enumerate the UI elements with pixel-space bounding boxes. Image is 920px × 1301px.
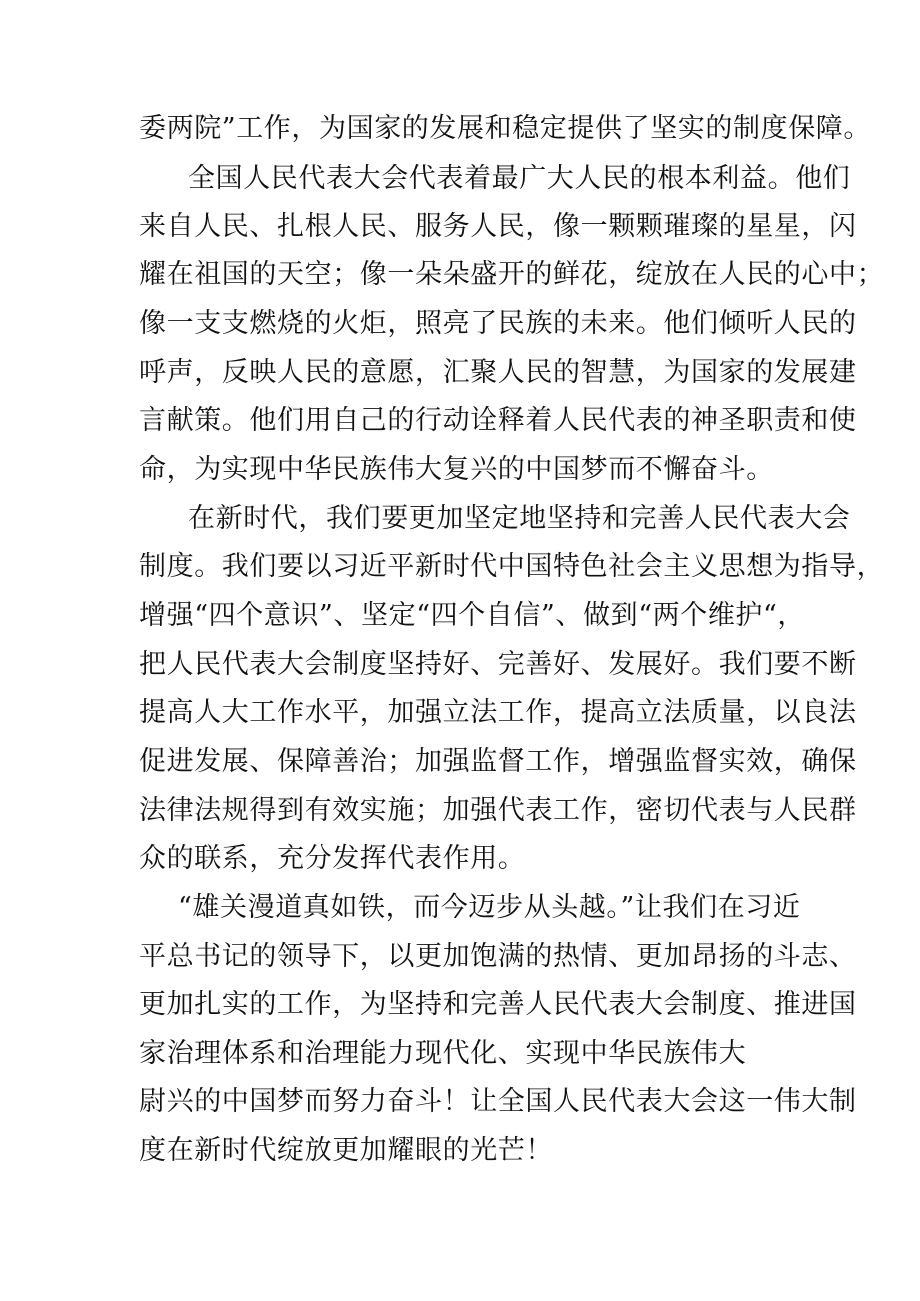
text-line: “雄关漫道真如铁，而今迈步从头越。”让我们在习近 <box>178 892 801 923</box>
text-line: 众的联系，充分发挥代表作用。 <box>139 843 526 874</box>
text-line: 命，为实现中华民族伟大复兴的中国梦而不懈奋斗。 <box>139 454 774 485</box>
text-line: 法律法规得到有效实施；加强代表工作，密切代表与人民群 <box>139 795 857 826</box>
text-line: 委两院”工作，为国家的发展和稳定提供了坚实的制度保障。 <box>139 113 872 144</box>
text-line: 增强“四个意识”、坚定“四个自信”、做到“两个维护“， <box>139 600 806 631</box>
text-line: 尉兴的中国梦而努力奋斗！让全国人民代表大会这一伟大制 <box>139 1086 857 1117</box>
text-line: 全国人民代表大会代表着最广大人民的根本利益。他们 <box>188 163 851 194</box>
text-line: 促进发展、保障善治；加强监督工作，增强监督实效，确保 <box>139 746 857 777</box>
text-line: 把人民代表大会制度坚持好、完善好、发展好。我们要不断 <box>139 649 857 680</box>
text-line: 制度。我们要以习近平新时代中国特色社会主义思想为指导， <box>139 551 885 582</box>
text-line: 在新时代，我们要更加坚定地坚持和完善人民代表大会 <box>188 503 851 534</box>
text-line: 提高人大工作水平，加强立法工作，提高立法质量，以良法 <box>139 697 857 728</box>
text-line: 言献策。他们用自己的行动诠释着人民代表的神圣职责和使 <box>139 405 857 436</box>
text-line: 更加扎实的工作，为坚持和完善人民代表大会制度、推进国 <box>139 989 857 1020</box>
text-line: 像一支支燃烧的火炬，照亮了民族的未来。他们倾听人民的 <box>139 308 857 339</box>
text-line: 平总书记的领导下，以更加饱满的热情、更加昂扬的斗志、 <box>139 941 857 972</box>
text-line: 耀在祖国的天空；像一朵朵盛开的鲜花，绽放在人民的心中； <box>139 259 885 290</box>
text-line: 度在新时代绽放更加耀眼的光芒！ <box>139 1135 553 1166</box>
text-line: 家治理体系和治理能力现代化、实现中华民族伟大 <box>139 1038 747 1069</box>
text-line: 来自人民、扎根人民、服务人民，像一颗颗璀璨的星星，闪 <box>139 211 857 242</box>
text-line: 呼声，反映人民的意愿，汇聚人民的智慧，为国家的发展建 <box>139 357 857 388</box>
